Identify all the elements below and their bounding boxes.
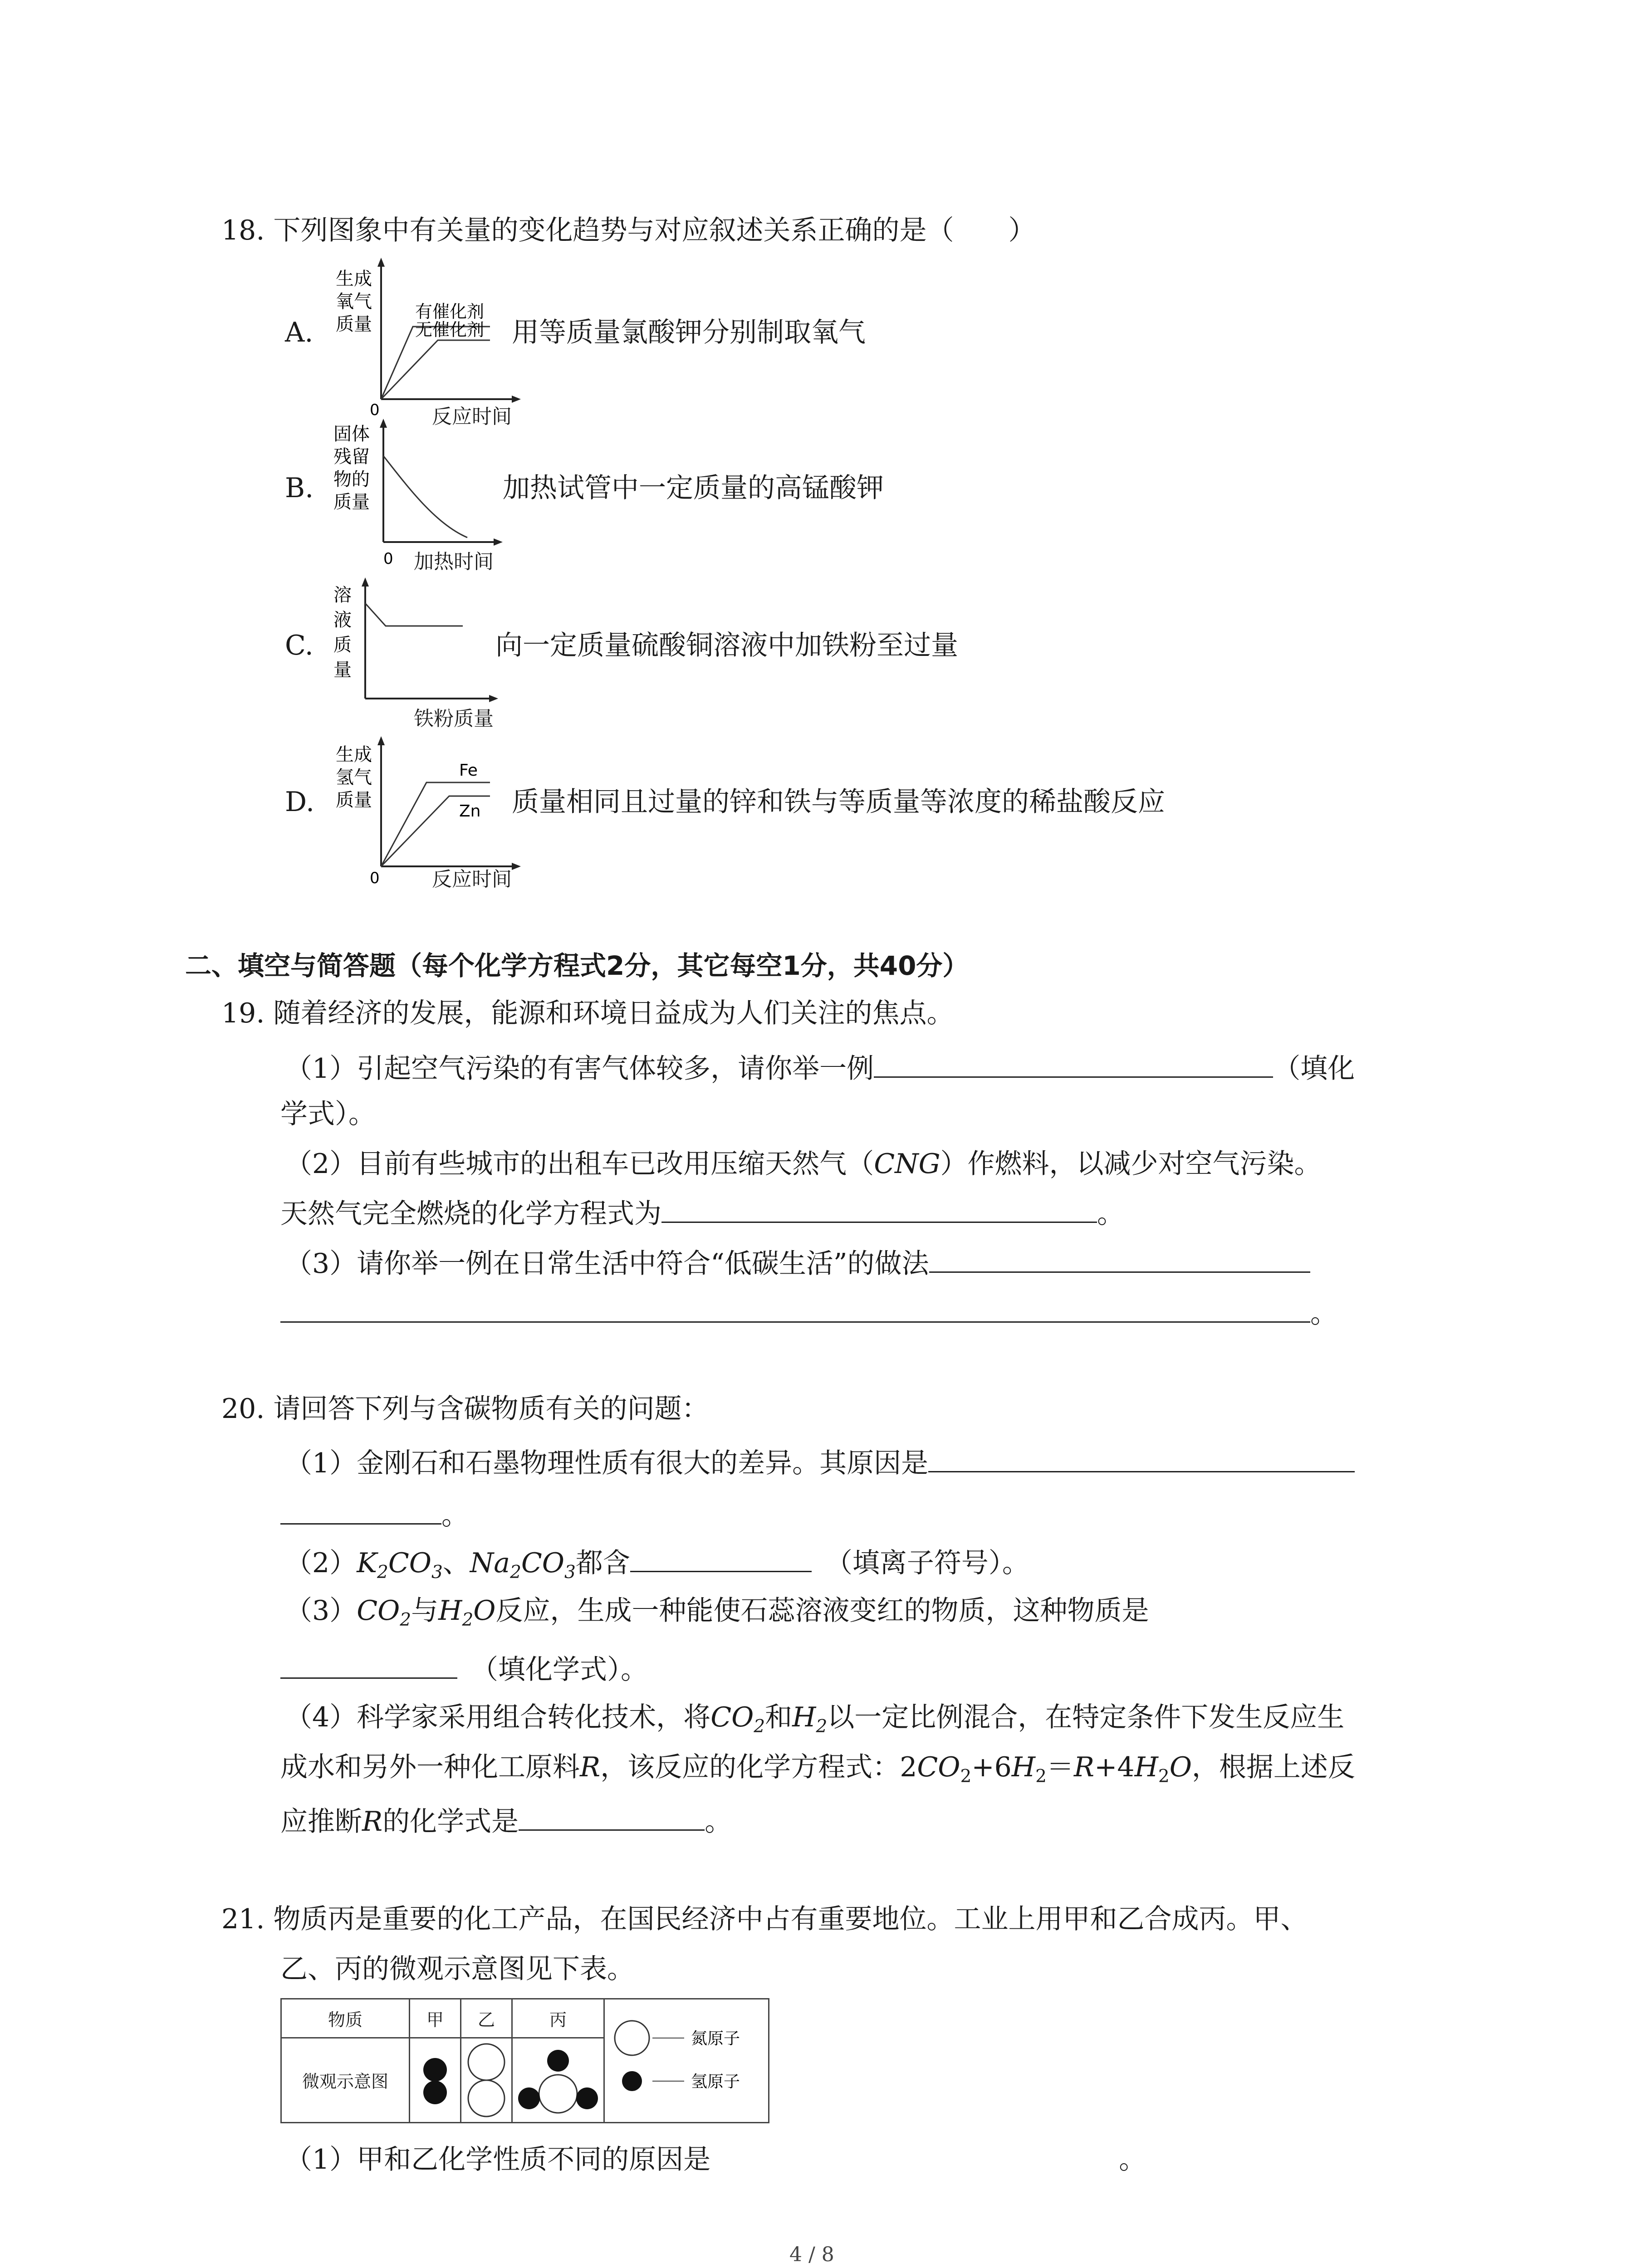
chart-d-origin: 0 — [370, 869, 380, 887]
chart-b-xlabel: 加热时间 — [414, 550, 494, 573]
q20-p3-hint: （填化学式）。 — [471, 1654, 648, 1686]
chart-c-ylabel-2: 液 — [333, 610, 352, 631]
q20-p3-cont — [280, 1651, 648, 1686]
q19-p2-eq-text: 天然气完全燃烧的化学方程式为 — [280, 1198, 661, 1230]
q20-p4-text-2: 以一定比例混合，在特定条件下发生反应生 — [827, 1701, 1345, 1733]
chart-c-ylabel-1: 溶 — [333, 585, 352, 606]
chart-d-curve-label-fe: Fe — [459, 761, 478, 780]
table-row-label: 微观示意图 — [281, 2038, 410, 2122]
q20-p4: （4）科学家采用组合转化技术，将$CO_2$和$H_2$以一定比例混合，在特定条件下发生反应生 — [285, 1701, 1345, 1737]
q20-p2-formula-1: $K_2CO_3$ — [357, 1547, 443, 1583]
q20-answer-blank-3[interactable] — [280, 1651, 457, 1679]
q21-stem: 21. 物质丙是重要的化工产品，在国民经济中占有重要地位。工业上用甲和乙合成丙。甲、 — [221, 1903, 1308, 1935]
option-d-letter: D. — [285, 786, 315, 818]
q20-stem: 20. 请回答下列与含碳物质有关的问题： — [221, 1393, 709, 1425]
q20-p4-text-1: （4）科学家采用组合转化技术，将 — [285, 1701, 711, 1733]
q19-answer-blank-3b[interactable] — [280, 1295, 1310, 1323]
q20-p4-r2: R — [362, 1806, 383, 1838]
chart-a-ylabel-3: 质量 — [336, 314, 372, 335]
table-legend — [604, 1999, 769, 2123]
q20-answer-blank-1[interactable] — [928, 1445, 1355, 1472]
molecule-yi — [461, 2038, 512, 2122]
option-a-text: 用等质量氯酸钾分别制取氧气 — [512, 317, 866, 348]
chart-b-origin: 0 — [383, 550, 393, 568]
chart-c-curve — [365, 603, 463, 626]
chart-b-curve — [383, 456, 467, 538]
chart-d-ylabel-2: 氢气 — [336, 767, 372, 788]
q20-p4-text-4: ，该反应的化学方程式： — [600, 1751, 900, 1783]
chart-c-xlabel: 铁粉质量 — [414, 707, 494, 730]
q20-p1-cont — [280, 1497, 469, 1532]
q19-p2-text: （2）目前有些城市的出租车已改用压缩天然气（ — [285, 1148, 874, 1180]
legend-nitrogen-label: 氮原子 — [691, 2029, 740, 2048]
q21-stem-2: 乙、丙的微观示意图见下表。 — [280, 1953, 634, 1985]
q20-p4-text-3: 成水和另外一种化工原料 — [280, 1751, 580, 1783]
q20-answer-blank-4[interactable] — [519, 1803, 705, 1831]
q19-p1-cont: 学式）。 — [280, 1098, 376, 1130]
micro-table — [280, 1998, 769, 2123]
q19-p2-end: 。 — [1097, 1198, 1124, 1230]
table-header-yi: 乙 — [461, 1999, 512, 2038]
q20-p4-cont — [280, 1751, 1355, 1788]
chart-a-ylabel-2: 氧气 — [336, 291, 372, 312]
q20-answer-blank-1b[interactable] — [280, 1497, 441, 1525]
q20-p2-formula-2: $Na_2CO_3$ — [470, 1547, 576, 1583]
chart-d-curve-label-zn: Zn — [459, 802, 481, 821]
q19-p2-cont — [280, 1195, 1124, 1230]
chart-b-ylabel-1: 固体 — [333, 424, 370, 445]
q19-p2 — [285, 1148, 1322, 1180]
q20-p3-h2o: $H_2O$ — [438, 1595, 496, 1630]
option-c-text: 向一定质量硫酸铜溶液中加铁粉至过量 — [495, 630, 958, 661]
chart-a-xlabel: 反应时间 — [432, 405, 512, 428]
table-header-substance: 物质 — [281, 1999, 410, 2038]
q19-p1-tail: （填化 — [1273, 1053, 1355, 1085]
q20-p4-text-7: 的化学式是 — [382, 1806, 519, 1838]
q19-p2-text-2: ）作燃料，以减少对空气污染。 — [940, 1148, 1322, 1180]
q20-p4-r: R — [580, 1751, 601, 1783]
legend-svg — [605, 1999, 768, 2122]
q20-p2-hint: （填离子符号）。 — [825, 1547, 1029, 1579]
q20-answer-blank-2[interactable] — [630, 1545, 812, 1572]
molecule-jia — [410, 2038, 461, 2122]
q20-p1-text: （1）金刚石和石墨物理性质有很大的差异。其原因是 — [285, 1447, 929, 1479]
q20-p2: $(2)K_2CO_3$、$Na_2CO_3$都含 （填离子符号）。 — [285, 1545, 1029, 1584]
chart-c-ylabel-4: 量 — [333, 660, 352, 680]
q19-p3 — [285, 1245, 1310, 1280]
q20-p2-num: （2） — [285, 1547, 357, 1579]
q20-p4-h2: $H_2$ — [792, 1701, 828, 1737]
table-header-jia: 甲 — [410, 1999, 461, 2038]
q21-p1-end: 。 — [1119, 2144, 1146, 2175]
chart-d-ylabel-1: 生成 — [336, 744, 372, 765]
table-header-bing: 丙 — [512, 1999, 604, 2038]
q20-p4-co2: $CO_2$ — [710, 1701, 765, 1737]
q18-stem: 18. 下列图象中有关量的变化趋势与对应叙述关系正确的是（ ） — [221, 215, 1036, 246]
q20-p3-num: （3） — [285, 1595, 357, 1627]
q20-p3-co2: $CO_2$ — [357, 1595, 411, 1630]
chart-d-xlabel: 反应时间 — [432, 868, 512, 891]
q21-p1 — [285, 2143, 1146, 2176]
legend-hydrogen-label: 氢原子 — [691, 2072, 740, 2091]
option-c-letter: C. — [285, 630, 314, 661]
chart-a-curve-label-2: 无催化剂 — [415, 320, 485, 340]
q20-p4-text-6: 应推断 — [280, 1806, 362, 1838]
q19-answer-blank-3[interactable] — [929, 1245, 1310, 1273]
chart-a-origin: 0 — [370, 401, 380, 419]
chart-b-ylabel-3: 物的 — [333, 469, 370, 490]
q20-p4-equation: $2CO_2+6H_2=R+4H_2O$ — [900, 1751, 1192, 1787]
option-b-letter: B. — [285, 472, 314, 504]
legend-nitrogen-atom — [615, 2021, 649, 2055]
chart-d-curve-fe — [381, 782, 490, 866]
q20-p4-text-5: ，根据上述反 — [1191, 1751, 1355, 1783]
q19-p3-end: 。 — [1310, 1298, 1337, 1330]
page-number: 4 / 8 — [789, 2243, 834, 2266]
option-b-text: 加热试管中一定质量的高锰酸钾 — [503, 472, 884, 504]
chart-b-ylabel-2: 残留 — [333, 446, 370, 467]
q20-p4-cont2 — [280, 1803, 732, 1838]
q19-answer-blank-2[interactable] — [661, 1195, 1097, 1223]
q20-p3-text: 反应，生成一种能使石蕊溶液变红的物质，这种物质是 — [495, 1595, 1149, 1627]
q20-p4-end: 。 — [705, 1806, 732, 1838]
q20-p1 — [285, 1445, 1355, 1480]
q19-stem: 19. 随着经济的发展，能源和环境日益成为人们关注的焦点。 — [221, 997, 954, 1029]
q20-p1-end: 。 — [441, 1500, 469, 1531]
chart-a-curve-label-1: 有催化剂 — [415, 302, 485, 322]
q19-answer-blank-1[interactable] — [874, 1050, 1273, 1078]
q19-p1 — [285, 1050, 1355, 1085]
chart-c-ylabel-3: 质 — [333, 635, 352, 655]
chart-a-ylabel-1: 生成 — [336, 269, 372, 289]
q19-p1-text: （1）引起空气污染的有害气体较多，请你举一例 — [285, 1053, 874, 1085]
legend-hydrogen-atom — [622, 2071, 642, 2091]
q20-p3: $(3)CO_2$与$H_2O$反应，生成一种能使石蕊溶液变红的物质，这种物质是 — [285, 1595, 1149, 1630]
option-a-letter: A. — [285, 317, 314, 348]
molecule-bing — [512, 2038, 604, 2122]
q19-p3-cont — [280, 1295, 1337, 1330]
q20-p2-text: 都含 — [575, 1547, 630, 1579]
chart-a — [331, 254, 522, 422]
q21-p1-text: （1）甲和乙化学性质不同的原因是 — [285, 2144, 711, 2175]
chart-d-ylabel-3: 质量 — [336, 790, 372, 811]
chart-b-ylabel-4: 质量 — [333, 492, 370, 513]
chart-a-curve-nocatalyst — [381, 340, 490, 399]
q19-p2-cng: CNG — [874, 1148, 941, 1180]
section-heading: 二、填空与简答题（每个化学方程式2分，其它每空1分，共40分） — [185, 950, 969, 981]
option-d-text: 质量相同且过量的锌和铁与等质量等浓度的稀盐酸反应 — [512, 786, 1165, 818]
q19-p3-text: （3）请你举一例在日常生活中符合“低碳生活”的做法 — [285, 1248, 929, 1280]
